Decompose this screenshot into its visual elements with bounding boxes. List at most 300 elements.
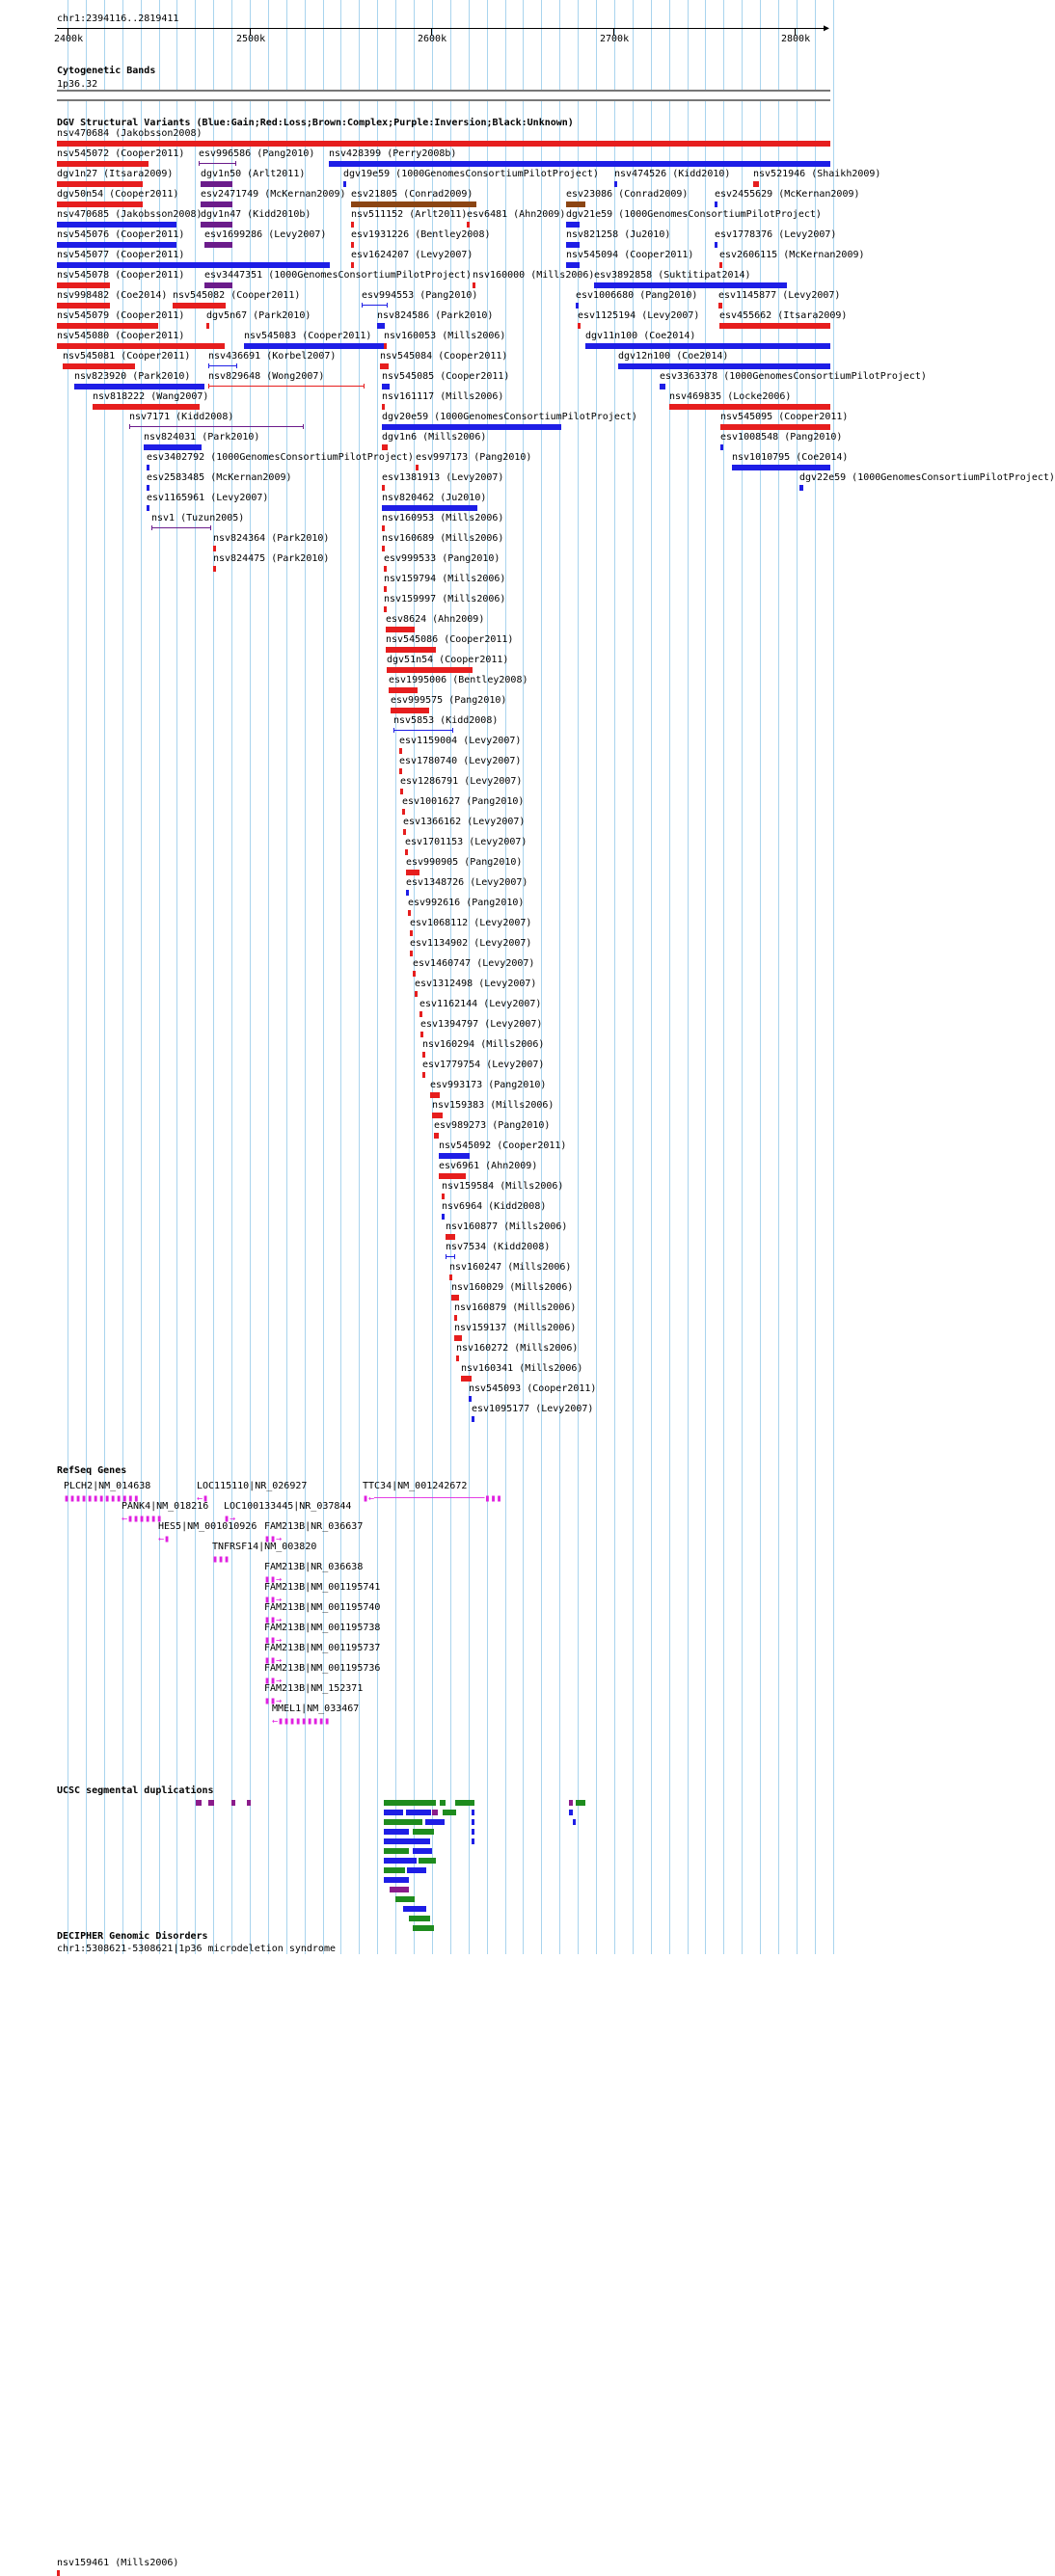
dgv-variant-label: nsv545095 (Cooper2011) — [720, 412, 849, 422]
gene-model-icon[interactable]: ▮▮→ — [264, 1574, 283, 1585]
refseq-gene-label: FAM213B|NM_001195738 — [264, 1623, 381, 1633]
segmental-duplication[interactable] — [573, 1819, 576, 1825]
dgv-variant-bar[interactable] — [419, 1011, 422, 1017]
dgv-variant-bar[interactable] — [585, 343, 830, 349]
dgv-variant-label: nsv545072 (Cooper2011) — [57, 148, 185, 159]
refseq-gene-label: LOC100133445|NR_037844 — [224, 1501, 352, 1512]
dgv-variant-label: dgv5n67 (Park2010) — [206, 310, 311, 321]
dgv-variant-bar[interactable] — [715, 201, 717, 207]
gene-model-icon[interactable]: ←▮ — [197, 1493, 209, 1504]
dgv-variant-bar[interactable] — [199, 161, 236, 166]
dgv-variant-label: esv1068112 (Levy2007) — [410, 918, 532, 928]
dgv-variant-label: dgv11n100 (Coe2014) — [585, 331, 696, 341]
dgv-variant-bar[interactable] — [439, 1153, 470, 1159]
segmental-duplication[interactable] — [407, 1867, 426, 1873]
segmental-duplication[interactable] — [576, 1800, 585, 1806]
dgv-track-title: DGV Structural Variants (Blue:Gain;Red:Loss;Brown:Complex;Purple:Inversion;Black:Unknown) — [57, 118, 574, 128]
refseq-gene-label: TTC34|NM_001242672 — [363, 1481, 468, 1491]
dgv-variant-label: nsv470685 (Jakobsson2008) — [57, 209, 203, 220]
dgv-variant-label: esv1366162 (Levy2007) — [403, 817, 526, 827]
dgv-variant-bar[interactable] — [720, 444, 723, 450]
cytoband-ideogram[interactable] — [57, 79, 830, 101]
dgv-variant-label: nsv545080 (Cooper2011) — [57, 331, 185, 341]
gene-model-icon[interactable]: ▮▮▮ — [212, 1554, 230, 1565]
dgv-variant-bar[interactable] — [406, 870, 419, 875]
dgv-variant-label: esv8624 (Ahn2009) — [386, 614, 485, 625]
dgv-variant-label: esv1624207 (Levy2007) — [351, 250, 473, 260]
dgv-variant-label: esv999533 (Pang2010) — [384, 553, 500, 564]
segmental-duplication[interactable] — [208, 1800, 214, 1806]
dgv-variant-bar[interactable] — [57, 201, 143, 207]
dgv-variant-label: esv2606115 (McKernan2009) — [719, 250, 865, 260]
dgv-variant-bar[interactable] — [57, 181, 143, 187]
ruler-tick-label: 2700k — [600, 34, 630, 44]
dgv-variant-bar[interactable] — [576, 303, 579, 309]
grid-line — [559, 0, 560, 1954]
dgv-variant-label: nsv7171 (Kidd2008) — [129, 412, 234, 422]
segmental-duplication[interactable] — [384, 1858, 417, 1864]
dgv-variant-bar[interactable] — [382, 424, 561, 430]
dgv-variant-label: nsv545092 (Cooper2011) — [439, 1140, 567, 1151]
dgv-variant-label: nsv469835 (Locke2006) — [669, 391, 792, 402]
dgv-variant-label: nsv824475 (Park2010) — [213, 553, 330, 564]
dgv-variant-label: dgv12n100 (Coe2014) — [618, 351, 729, 362]
dgv-variant-label: esv1145877 (Levy2007) — [718, 290, 841, 301]
dgv-variant-label: esv992616 (Pang2010) — [408, 898, 525, 908]
dgv-variant-bar[interactable] — [351, 201, 476, 207]
dgv-variant-bar[interactable] — [442, 1194, 445, 1199]
dgv-variant-bar[interactable] — [578, 323, 581, 329]
dgv-variant-label: esv1159004 (Levy2007) — [399, 736, 522, 746]
dgv-variant-bar[interactable] — [384, 566, 387, 572]
dgv-variant-label: nsv545086 (Cooper2011) — [386, 634, 514, 645]
dgv-variant-bar[interactable] — [208, 384, 365, 389]
decipher-track-title: DECIPHER Genomic Disorders — [57, 1931, 208, 1942]
segmental-duplication[interactable] — [384, 1848, 409, 1854]
cytoband-label: 1p36.32 — [57, 79, 98, 90]
dgv-variant-label: nsv545085 (Cooper2011) — [382, 371, 510, 382]
grid-line — [323, 0, 324, 1954]
gene-model-icon[interactable]: ←▮ — [158, 1534, 171, 1544]
segmental-duplication[interactable] — [403, 1906, 426, 1912]
dgv-variant-bar[interactable] — [377, 323, 385, 329]
dgv-variant-bar[interactable] — [399, 768, 402, 774]
gene-model-icon[interactable]: ▮▮→ — [264, 1676, 283, 1686]
refseq-gene-label: PLCH2|NM_014638 — [64, 1481, 151, 1491]
dgv-variant-bar[interactable] — [343, 181, 346, 187]
dgv-variant-bar[interactable] — [384, 343, 387, 349]
segmental-duplication[interactable] — [390, 1887, 409, 1892]
dgv-variant-bar[interactable] — [614, 181, 617, 187]
grid-line — [487, 0, 488, 1954]
dgv-variant-label: esv2471749 (McKernan2009) — [201, 189, 346, 200]
dgv-variant-bar[interactable] — [351, 262, 354, 268]
dgv-variant-bar[interactable] — [74, 384, 204, 389]
gene-model-icon[interactable]: ▮▮▮▮▮▮▮▮▮▮▮▮▮ — [64, 1493, 140, 1504]
gene-model-icon[interactable]: ▮▮→ — [264, 1615, 283, 1625]
dgv-variant-bar[interactable] — [432, 1113, 443, 1118]
dgv-variant-bar[interactable] — [732, 465, 830, 470]
dgv-variant-label: nsv545094 (Cooper2011) — [566, 250, 694, 260]
dgv-variant-bar[interactable] — [244, 343, 386, 349]
segmental-duplication[interactable] — [384, 1867, 405, 1873]
dgv-variant-label: nsv824364 (Park2010) — [213, 533, 330, 544]
dgv-variant-label: esv997173 (Pang2010) — [416, 452, 532, 463]
dgv-variant-bar[interactable] — [405, 849, 408, 855]
dgv-variant-label: esv2455629 (McKernan2009) — [715, 189, 860, 200]
dgv-variant-label: esv1460747 (Levy2007) — [413, 958, 535, 969]
ruler-tick-label: 2400k — [54, 34, 84, 44]
ruler-axis — [57, 28, 828, 29]
dgv-variant-label: nsv160879 (Mills2006) — [454, 1302, 577, 1313]
dgv-variant-bar[interactable] — [382, 505, 477, 511]
gene-model-icon[interactable]: ←▮▮▮▮▮▮▮▮▮ — [272, 1716, 331, 1727]
dgv-variant-label: esv993173 (Pang2010) — [430, 1080, 547, 1090]
dgv-variant-bar[interactable] — [382, 384, 390, 389]
refseq-gene-label: HES5|NM_001010926 — [158, 1521, 257, 1532]
segmental-duplication[interactable] — [455, 1800, 474, 1806]
dgv-variant-label: dgv21e59 (1000GenomesConsortiumPilotProject) — [566, 209, 822, 220]
dgv-variant-label: esv2583485 (McKernan2009) — [147, 472, 292, 483]
dgv-variant-bar[interactable] — [380, 363, 389, 369]
dgv-variant-label: esv3892858 (Suktitipat2014) — [594, 270, 751, 281]
dgv-variant-label: esv1125194 (Levy2007) — [578, 310, 700, 321]
dgv-variant-label: esv3402792 (1000GenomesConsortiumPilotProject) — [147, 452, 414, 463]
dgv-variant-label: nsv160294 (Mills2006) — [422, 1039, 545, 1050]
ruler-tick-label: 2500k — [236, 34, 266, 44]
dgv-variant-label: esv21805 (Conrad2009) — [351, 189, 473, 200]
refseq-gene-label: FAM213B|NM_001195741 — [264, 1582, 381, 1593]
segmental-duplication[interactable] — [384, 1829, 409, 1835]
segmental-duplication[interactable] — [384, 1810, 403, 1815]
dgv-variant-label: esv1778376 (Levy2007) — [715, 229, 837, 240]
dgv-variant-bar[interactable] — [566, 262, 580, 268]
dgv-variant-bar[interactable] — [451, 1295, 459, 1301]
dgv-variant-bar[interactable] — [384, 586, 387, 592]
dgv-variant-bar[interactable] — [382, 444, 388, 450]
dgv-variant-bar[interactable] — [439, 1173, 466, 1179]
segmental-duplication[interactable] — [569, 1810, 573, 1815]
dgv-variant-bar[interactable] — [410, 930, 413, 936]
dgv-variant-bar[interactable] — [57, 343, 225, 349]
dgv-variant-bar[interactable] — [719, 323, 830, 329]
dgv-variant-label: nsv428399 (Perry2008b) — [329, 148, 457, 159]
dgv-variant-label: esv3363378 (1000GenomesConsortiumPilotProject) — [660, 371, 927, 382]
dgv-variant-bar[interactable] — [594, 282, 787, 288]
dgv-variant-bar[interactable] — [57, 2570, 60, 2576]
segmental-duplication[interactable] — [472, 1829, 474, 1835]
dgv-variant-bar[interactable] — [454, 1335, 462, 1341]
dgv-variant-bar[interactable] — [410, 951, 413, 956]
dgv-variant-label: dgv51n54 (Cooper2011) — [387, 655, 509, 665]
dgv-variant-bar[interactable] — [469, 1396, 472, 1402]
dgv-variant-label: esv1286791 (Levy2007) — [400, 776, 523, 787]
dgv-variant-bar[interactable] — [387, 667, 473, 673]
dgv-variant-label: nsv160877 (Mills2006) — [446, 1221, 568, 1232]
dgv-variant-bar[interactable] — [399, 748, 402, 754]
gene-model-icon[interactable]: ▮▮→ — [264, 1655, 283, 1666]
dgv-variant-label: nsv7534 (Kidd2008) — [446, 1242, 551, 1252]
segmental-duplication[interactable] — [231, 1800, 235, 1806]
dgv-variant-label: esv1165961 (Levy2007) — [147, 493, 269, 503]
dgv-variant-bar[interactable] — [201, 222, 232, 228]
dgv-variant-bar[interactable] — [57, 262, 330, 268]
dgv-variant-bar[interactable] — [408, 910, 411, 916]
dgv-variant-label: nsv436691 (Korbel2007) — [208, 351, 337, 362]
gene-model-icon[interactable]: ▮▮→ — [264, 1635, 283, 1646]
dgv-variant-bar[interactable] — [213, 546, 216, 551]
dgv-variant-label: esv996586 (Pang2010) — [199, 148, 315, 159]
dgv-variant-label: dgv20e59 (1000GenomesConsortiumPilotProject) — [382, 412, 637, 422]
segmental-duplication[interactable] — [384, 1819, 422, 1825]
grid-line — [340, 0, 341, 1954]
dgv-variant-bar[interactable] — [719, 262, 722, 268]
dgv-variant-label: nsv159383 (Mills2006) — [432, 1100, 555, 1111]
segmental-duplication[interactable] — [443, 1810, 456, 1815]
dgv-variant-label: nsv824031 (Park2010) — [144, 432, 260, 443]
dgv-variant-label: nsv159584 (Mills2006) — [442, 1181, 564, 1192]
dgv-variant-label: nsv1 (Tuzun2005) — [151, 513, 245, 523]
dgv-variant-bar[interactable] — [63, 363, 135, 369]
gene-model-icon[interactable]: ▮▮→ — [264, 1595, 283, 1605]
dgv-variant-bar[interactable] — [473, 282, 475, 288]
dgv-variant-label: nsv821258 (Ju2010) — [566, 229, 671, 240]
dgv-variant-bar[interactable] — [147, 505, 149, 511]
dgv-variant-bar[interactable] — [57, 303, 110, 309]
dgv-variant-label: nsv160053 (Mills2006) — [384, 331, 506, 341]
dgv-variant-label: nsv545078 (Cooper2011) — [57, 270, 185, 281]
dgv-variant-label: esv455662 (Itsara2009) — [719, 310, 848, 321]
dgv-variant-bar[interactable] — [386, 647, 436, 653]
dgv-variant-bar[interactable] — [566, 201, 585, 207]
segmental-duplication[interactable] — [472, 1819, 474, 1825]
dgv-variant-label: dgv1n47 (Kidd2010b) — [201, 209, 311, 220]
dgv-variant-bar[interactable] — [201, 201, 232, 207]
dgv-variant-label: dgv19e59 (1000GenomesConsortiumPilotProject) — [343, 169, 599, 179]
dgv-variant-bar[interactable] — [618, 363, 830, 369]
dgv-variant-bar[interactable] — [402, 809, 405, 815]
dgv-variant-bar[interactable] — [147, 485, 149, 491]
dgv-variant-label: nsv1010795 (Coe2014) — [732, 452, 849, 463]
dgv-variant-bar[interactable] — [446, 1234, 455, 1240]
dgv-variant-bar[interactable] — [151, 525, 211, 530]
dgv-variant-label: nsv824586 (Park2010) — [377, 310, 494, 321]
dgv-variant-label: nsv160341 (Mills2006) — [461, 1363, 583, 1374]
dgv-variant-bar[interactable] — [57, 141, 830, 147]
dgv-variant-label: nsv160000 (Mills2006) — [473, 270, 595, 281]
dgv-variant-bar[interactable] — [201, 181, 232, 187]
dgv-variant-bar[interactable] — [403, 829, 406, 835]
dgv-variant-bar[interactable] — [566, 222, 580, 228]
dgv-variant-bar[interactable] — [382, 525, 385, 531]
dgv-variant-label: nsv545093 (Cooper2011) — [469, 1383, 597, 1394]
gene-model-icon[interactable]: ▮▮→ — [264, 1696, 283, 1706]
dgv-variant-bar[interactable] — [461, 1376, 472, 1382]
dgv-variant-label: nsv545082 (Cooper2011) — [173, 290, 301, 301]
dgv-variant-label: nsv545084 (Cooper2011) — [380, 351, 508, 362]
dgv-variant-bar[interactable] — [669, 404, 830, 410]
segmental-duplication[interactable] — [384, 1800, 436, 1806]
segmental-duplication[interactable] — [395, 1896, 415, 1902]
dgv-variant-bar[interactable] — [720, 424, 830, 430]
segmental-duplication[interactable] — [409, 1916, 430, 1921]
grid-line — [705, 0, 706, 1954]
gene-model-icon[interactable]: ▮→ — [224, 1514, 236, 1524]
dgv-variant-label: esv1095177 (Levy2007) — [472, 1404, 594, 1414]
dgv-variant-bar[interactable] — [400, 789, 403, 794]
dgv-variant-bar[interactable] — [389, 687, 418, 693]
dgv-variant-bar[interactable] — [206, 323, 209, 329]
dgv-variant-bar[interactable] — [422, 1072, 425, 1078]
segmental-duplication[interactable] — [440, 1800, 446, 1806]
coordinate-label: chr1:2394116..2819411 — [57, 13, 179, 24]
dgv-variant-bar[interactable] — [715, 242, 717, 248]
dgv-variant-bar[interactable] — [467, 222, 470, 228]
dgv-variant-bar[interactable] — [420, 1032, 423, 1037]
dgv-variant-bar[interactable] — [144, 444, 202, 450]
dgv-variant-label: nsv159137 (Mills2006) — [454, 1323, 577, 1333]
dgv-variant-label: esv23086 (Conrad2009) — [566, 189, 689, 200]
segmental-duplication[interactable] — [419, 1858, 436, 1864]
dgv-variant-bar[interactable] — [362, 303, 388, 308]
dgv-variant-bar[interactable] — [416, 465, 419, 470]
dgv-variant-bar[interactable] — [57, 282, 110, 288]
segmental-duplication[interactable] — [413, 1925, 434, 1931]
segmental-duplication[interactable] — [196, 1800, 202, 1806]
dgv-variant-bar[interactable] — [204, 242, 232, 248]
gene-model-icon[interactable]: ▮←───────────────────▮▮▮ — [363, 1493, 502, 1504]
dgv-variant-bar[interactable] — [446, 1254, 455, 1259]
dgv-variant-label: esv990905 (Pang2010) — [406, 857, 523, 868]
dgv-variant-label: esv1699286 (Levy2007) — [204, 229, 327, 240]
dgv-variant-bar[interactable] — [434, 1133, 439, 1139]
segmental-duplication[interactable] — [247, 1800, 251, 1806]
dgv-variant-bar[interactable] — [413, 971, 416, 977]
dgv-variant-label: nsv829648 (Wong2007) — [208, 371, 325, 382]
dgv-variant-bar[interactable] — [147, 465, 149, 470]
segmental-duplication[interactable] — [406, 1810, 431, 1815]
dgv-variant-label: nsv545081 (Cooper2011) — [63, 351, 191, 362]
dgv-variant-bar[interactable] — [422, 1052, 425, 1058]
dgv-variant-bar[interactable] — [57, 323, 158, 329]
dgv-variant-label: nsv160029 (Mills2006) — [451, 1282, 574, 1293]
dgv-variant-bar[interactable] — [129, 424, 304, 429]
grid-line — [359, 0, 360, 1954]
dgv-variant-bar[interactable] — [660, 384, 665, 389]
dgv-variant-bar[interactable] — [472, 1416, 474, 1422]
dgv-variant-bar[interactable] — [208, 363, 237, 368]
dgv-variant-label: esv1394797 (Levy2007) — [420, 1019, 543, 1030]
dgv-variant-label: esv1701153 (Levy2007) — [405, 837, 528, 847]
refseq-gene-label: PANK4|NM_018216 — [122, 1501, 209, 1512]
dgv-variant-label: nsv160953 (Mills2006) — [382, 513, 504, 523]
dgv-variant-bar[interactable] — [57, 222, 176, 228]
dgv-variant-label: nsv521946 (Shaikh2009) — [753, 169, 881, 179]
segmental-duplication[interactable] — [569, 1800, 573, 1806]
dgv-variant-bar[interactable] — [391, 708, 429, 713]
dgv-variant-bar[interactable] — [566, 242, 580, 248]
dgv-variant-label: esv1348726 (Levy2007) — [406, 877, 528, 888]
dgv-variant-bar[interactable] — [449, 1275, 452, 1280]
dgv-variant-bar[interactable] — [93, 404, 200, 410]
refseq-gene-label: FAM213B|NM_001195736 — [264, 1663, 381, 1674]
dgv-variant-label: esv1162144 (Levy2007) — [419, 999, 542, 1009]
refseq-gene-label: FAM213B|NM_001195737 — [264, 1643, 381, 1653]
dgv-variant-bar[interactable] — [454, 1315, 457, 1321]
dgv-variant-bar[interactable] — [213, 566, 216, 572]
dgv-variant-bar[interactable] — [799, 485, 803, 491]
gene-model-icon[interactable]: ▮▮→ — [264, 1534, 283, 1544]
dgv-variant-label: nsv820462 (Ju2010) — [382, 493, 487, 503]
dgv-variant-bar[interactable] — [57, 161, 149, 167]
segmental-duplication[interactable] — [425, 1819, 445, 1825]
refseq-gene-label: TNFRSF14|NM_003820 — [212, 1542, 317, 1552]
dgv-variant-bar[interactable] — [329, 161, 830, 167]
dgv-variant-bar[interactable] — [382, 546, 385, 551]
dgv-variant-label: nsv823920 (Park2010) — [74, 371, 191, 382]
dgv-variant-label: esv1312498 (Levy2007) — [415, 979, 537, 989]
dgv-variant-label: esv1001627 (Pang2010) — [402, 796, 525, 807]
dgv-variant-bar[interactable] — [406, 890, 409, 896]
dgv-variant-bar[interactable] — [430, 1092, 440, 1098]
dgv-variant-bar[interactable] — [382, 485, 385, 491]
dgv-variant-label: nsv545076 (Cooper2011) — [57, 229, 185, 240]
dgv-variant-label: nsv160247 (Mills2006) — [449, 1262, 572, 1273]
dgv-variant-label: nsv160272 (Mills2006) — [456, 1343, 579, 1354]
dgv-variant-bar[interactable] — [415, 991, 418, 997]
segmental-duplication[interactable] — [384, 1838, 430, 1844]
dgv-variant-bar[interactable] — [753, 181, 759, 187]
dgv-variant-bar[interactable] — [382, 404, 385, 410]
dgv-variant-label: esv989273 (Pang2010) — [434, 1120, 551, 1131]
dgv-variant-bar[interactable] — [386, 627, 415, 632]
dgv-variant-bar[interactable] — [456, 1355, 459, 1361]
dgv-variant-bar[interactable] — [384, 606, 387, 612]
segmental-duplication[interactable] — [413, 1848, 432, 1854]
dgv-variant-label: nsv161117 (Mills2006) — [382, 391, 504, 402]
refseq-track-title: RefSeq Genes — [57, 1465, 127, 1476]
segmental-duplication[interactable] — [472, 1810, 474, 1815]
refseq-gene-label: LOC115110|NR_026927 — [197, 1481, 308, 1491]
dgv-variant-bar[interactable] — [173, 303, 226, 309]
dgv-variant-bar[interactable] — [351, 222, 354, 228]
dgv-variant-bar[interactable] — [718, 303, 722, 309]
gene-model-icon[interactable]: ←▮▮▮▮▮▮ — [122, 1514, 163, 1524]
dgv-variant-bar[interactable] — [351, 242, 354, 248]
dgv-variant-label: esv1995006 (Bentley2008) — [389, 675, 528, 685]
grid-line — [541, 0, 542, 1954]
segmental-duplication[interactable] — [413, 1829, 434, 1835]
dgv-variant-label: esv3447351 (1000GenomesConsortiumPilotProject) — [204, 270, 472, 281]
dgv-variant-label: nsv6964 (Kidd2008) — [442, 1201, 547, 1212]
segmental-duplication[interactable] — [384, 1877, 409, 1883]
segmental-duplication[interactable] — [472, 1838, 474, 1844]
dgv-variant-bar[interactable] — [393, 728, 453, 733]
dgv-variant-label: nsv545079 (Cooper2011) — [57, 310, 185, 321]
cytoband-track-title: Cytogenetic Bands — [57, 66, 156, 76]
ruler-tick-label: 2600k — [418, 34, 447, 44]
decipher-item[interactable]: chr1:5308621-5308621|1p36 microdeletion syndrome — [57, 1944, 336, 1954]
grid-line — [305, 0, 306, 1954]
dgv-variant-bar[interactable] — [57, 242, 176, 248]
dgv-variant-bar[interactable] — [442, 1214, 445, 1220]
segmental-duplication[interactable] — [432, 1810, 438, 1815]
dgv-variant-bar[interactable] — [204, 282, 232, 288]
grid-line — [505, 0, 506, 1954]
dgv-variant-label: dgv50n54 (Cooper2011) — [57, 189, 179, 200]
dgv-variant-label: nsv474526 (Kidd2010) — [614, 169, 731, 179]
dgv-variant-label: esv6481 (Ahn2009) — [467, 209, 566, 220]
